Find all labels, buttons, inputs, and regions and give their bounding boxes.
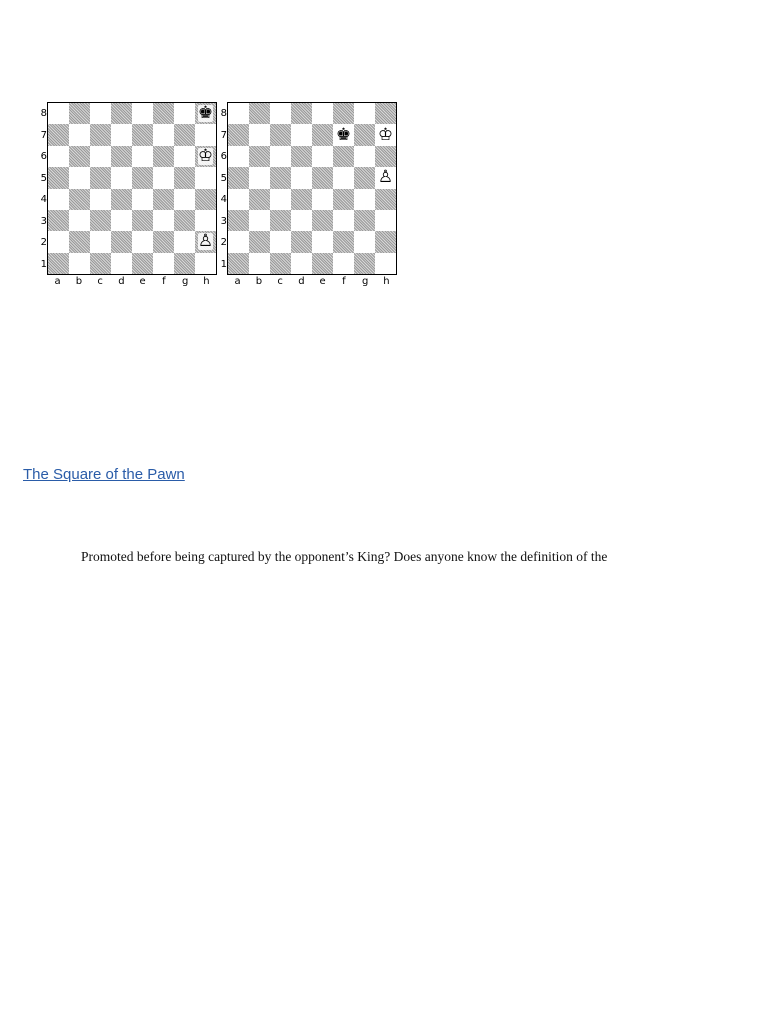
- square-h7: [375, 124, 396, 145]
- square-e7: [312, 124, 333, 145]
- square-e6: [312, 146, 333, 167]
- rank-label: 6: [220, 151, 227, 162]
- square-d3: [291, 210, 312, 231]
- square-d2: [291, 231, 312, 252]
- square-d7: [111, 124, 132, 145]
- rank-labels: [37, 103, 47, 275]
- square-c1: [90, 253, 111, 274]
- file-label: g: [181, 276, 189, 287]
- square-c8: [90, 103, 111, 124]
- square-f4: [153, 189, 174, 210]
- square-f3: [333, 210, 354, 231]
- square-e8: [312, 103, 333, 124]
- file-labels: [47, 276, 217, 287]
- file-label: a: [54, 276, 61, 287]
- square-g1: [354, 253, 375, 274]
- square-f7: [333, 124, 354, 145]
- square-e6: [132, 146, 153, 167]
- file-label: b: [75, 276, 83, 287]
- square-h4: [195, 189, 216, 210]
- square-b2: [69, 231, 90, 252]
- square-a5: [228, 167, 249, 188]
- square-f2: [153, 231, 174, 252]
- square-g2: [174, 231, 195, 252]
- square-h8: [375, 103, 396, 124]
- body-paragraph: Promoted before being captured by the opponent’s King? Does anyone know the definition of the: [81, 549, 608, 564]
- square-f6: [153, 146, 174, 167]
- square-a1: [228, 253, 249, 274]
- square-g6: [174, 146, 195, 167]
- square-c3: [90, 210, 111, 231]
- square-b5: [249, 167, 270, 188]
- square-b1: [69, 253, 90, 274]
- square-d1: [111, 253, 132, 274]
- square-e3: [132, 210, 153, 231]
- square-f5: [333, 167, 354, 188]
- file-label: c: [277, 276, 283, 287]
- square-g5: [174, 167, 195, 188]
- square-c7: [90, 124, 111, 145]
- square-h1: [195, 253, 216, 274]
- square-h2: [195, 231, 216, 252]
- square-c4: [270, 189, 291, 210]
- square-h5: [195, 167, 216, 188]
- file-label: e: [139, 276, 146, 287]
- file-label: f: [342, 276, 346, 287]
- square-b2: [249, 231, 270, 252]
- square-c7: [270, 124, 291, 145]
- square-f2: [333, 231, 354, 252]
- square-a2: [48, 231, 69, 252]
- rank-label: 3: [220, 215, 227, 227]
- square-a4: [228, 189, 249, 210]
- square-a8: [228, 103, 249, 124]
- square-e5: [132, 167, 153, 188]
- file-label: d: [298, 276, 305, 287]
- square-a4: [48, 189, 69, 210]
- rank-label: 7: [40, 129, 47, 141]
- square-c5: [270, 167, 291, 188]
- square-a6: [48, 146, 69, 167]
- square-g8: [174, 103, 195, 124]
- square-b3: [249, 210, 270, 231]
- rank-label: 6: [40, 151, 47, 162]
- square-f8: [153, 103, 174, 124]
- square-a8: [48, 103, 69, 124]
- square-c6: [90, 146, 111, 167]
- square-e1: [132, 253, 153, 274]
- square-d4: [291, 189, 312, 210]
- square-h6: [375, 146, 396, 167]
- file-label: d: [118, 276, 125, 287]
- file-label: h: [383, 276, 390, 287]
- square-e8: [132, 103, 153, 124]
- square-a7: [228, 124, 249, 145]
- white-pawn-icon: ♙: [377, 167, 394, 188]
- rank-label: 5: [220, 172, 227, 184]
- white-pawn-icon: ♙: [197, 231, 214, 252]
- square-b8: [249, 103, 270, 124]
- square-f3: [153, 210, 174, 231]
- square-d5: [111, 167, 132, 188]
- file-label: e: [319, 276, 326, 287]
- rank-label: 4: [220, 194, 227, 205]
- file-label: c: [97, 276, 103, 287]
- square-c4: [90, 189, 111, 210]
- square-a6: [228, 146, 249, 167]
- square-a5: [48, 167, 69, 188]
- square-h7: [195, 124, 216, 145]
- square-h4: [375, 189, 396, 210]
- square-f6: [333, 146, 354, 167]
- rank-label: 8: [40, 108, 47, 119]
- square-e3: [312, 210, 333, 231]
- rank-label: 7: [220, 129, 227, 141]
- square-d2: [111, 231, 132, 252]
- white-king-icon: ♔: [197, 145, 214, 166]
- square-a3: [48, 210, 69, 231]
- square-a2: [228, 231, 249, 252]
- square-f5: [153, 167, 174, 188]
- square-d8: [111, 103, 132, 124]
- square-b4: [249, 189, 270, 210]
- square-d4: [111, 189, 132, 210]
- square-e5: [312, 167, 333, 188]
- square-g6: [354, 146, 375, 167]
- square-d6: [291, 146, 312, 167]
- square-g5: [354, 167, 375, 188]
- file-labels: [227, 276, 397, 287]
- square-a1: [48, 253, 69, 274]
- square-b4: [69, 189, 90, 210]
- square-d1: [291, 253, 312, 274]
- square-d6: [111, 146, 132, 167]
- square-g2: [354, 231, 375, 252]
- square-b7: [249, 124, 270, 145]
- square-h6: [195, 146, 216, 167]
- square-d7: [291, 124, 312, 145]
- chess-diagram-right: [217, 100, 397, 292]
- square-b8: [69, 103, 90, 124]
- square-c2: [90, 231, 111, 252]
- square-f8: [333, 103, 354, 124]
- white-king-icon: ♔: [377, 124, 394, 145]
- rank-labels: [217, 103, 227, 275]
- file-label: b: [255, 276, 263, 287]
- rank-label: 5: [40, 172, 47, 184]
- rank-label: 1: [40, 258, 47, 270]
- square-c8: [270, 103, 291, 124]
- square-c5: [90, 167, 111, 188]
- file-label: a: [234, 276, 241, 287]
- square-b1: [249, 253, 270, 274]
- square-g1: [174, 253, 195, 274]
- square-b7: [69, 124, 90, 145]
- square-b5: [69, 167, 90, 188]
- square-b3: [69, 210, 90, 231]
- square-e2: [132, 231, 153, 252]
- chessboard: [47, 102, 217, 275]
- square-g4: [354, 189, 375, 210]
- square-d5: [291, 167, 312, 188]
- square-d3: [111, 210, 132, 231]
- square-a7: [48, 124, 69, 145]
- square-c3: [270, 210, 291, 231]
- square-f7: [153, 124, 174, 145]
- square-g4: [174, 189, 195, 210]
- square-h5: [375, 167, 396, 188]
- square-a3: [228, 210, 249, 231]
- square-c2: [270, 231, 291, 252]
- square-b6: [249, 146, 270, 167]
- rank-label: 4: [40, 194, 47, 205]
- square-f1: [333, 253, 354, 274]
- square-h1: [375, 253, 396, 274]
- square-g8: [354, 103, 375, 124]
- square-f4: [333, 189, 354, 210]
- chessboard: [227, 102, 397, 275]
- chess-diagram-left: [37, 100, 217, 292]
- square-g3: [354, 210, 375, 231]
- square-e4: [312, 189, 333, 210]
- square-e1: [312, 253, 333, 274]
- file-label: g: [361, 276, 369, 287]
- square-g7: [354, 124, 375, 145]
- square-d8: [291, 103, 312, 124]
- rank-label: 2: [40, 237, 47, 248]
- square-h2: [375, 231, 396, 252]
- square-h3: [375, 210, 396, 231]
- square-e2: [312, 231, 333, 252]
- square-h8: [195, 103, 216, 124]
- square-c6: [270, 146, 291, 167]
- square-c1: [270, 253, 291, 274]
- rank-label: 8: [220, 108, 227, 119]
- rank-label: 2: [220, 237, 227, 248]
- square-e4: [132, 189, 153, 210]
- square-e7: [132, 124, 153, 145]
- square-g3: [174, 210, 195, 231]
- file-label: h: [203, 276, 210, 287]
- file-label: f: [162, 276, 166, 287]
- square-h3: [195, 210, 216, 231]
- square-g7: [174, 124, 195, 145]
- square-f1: [153, 253, 174, 274]
- square-b6: [69, 146, 90, 167]
- black-king-icon: ♚: [335, 124, 352, 145]
- rank-label: 3: [40, 215, 47, 227]
- black-king-icon: ♚: [197, 103, 214, 124]
- rank-label: 1: [220, 258, 227, 270]
- square-of-the-pawn-link[interactable]: The Square of the Pawn: [23, 466, 185, 483]
